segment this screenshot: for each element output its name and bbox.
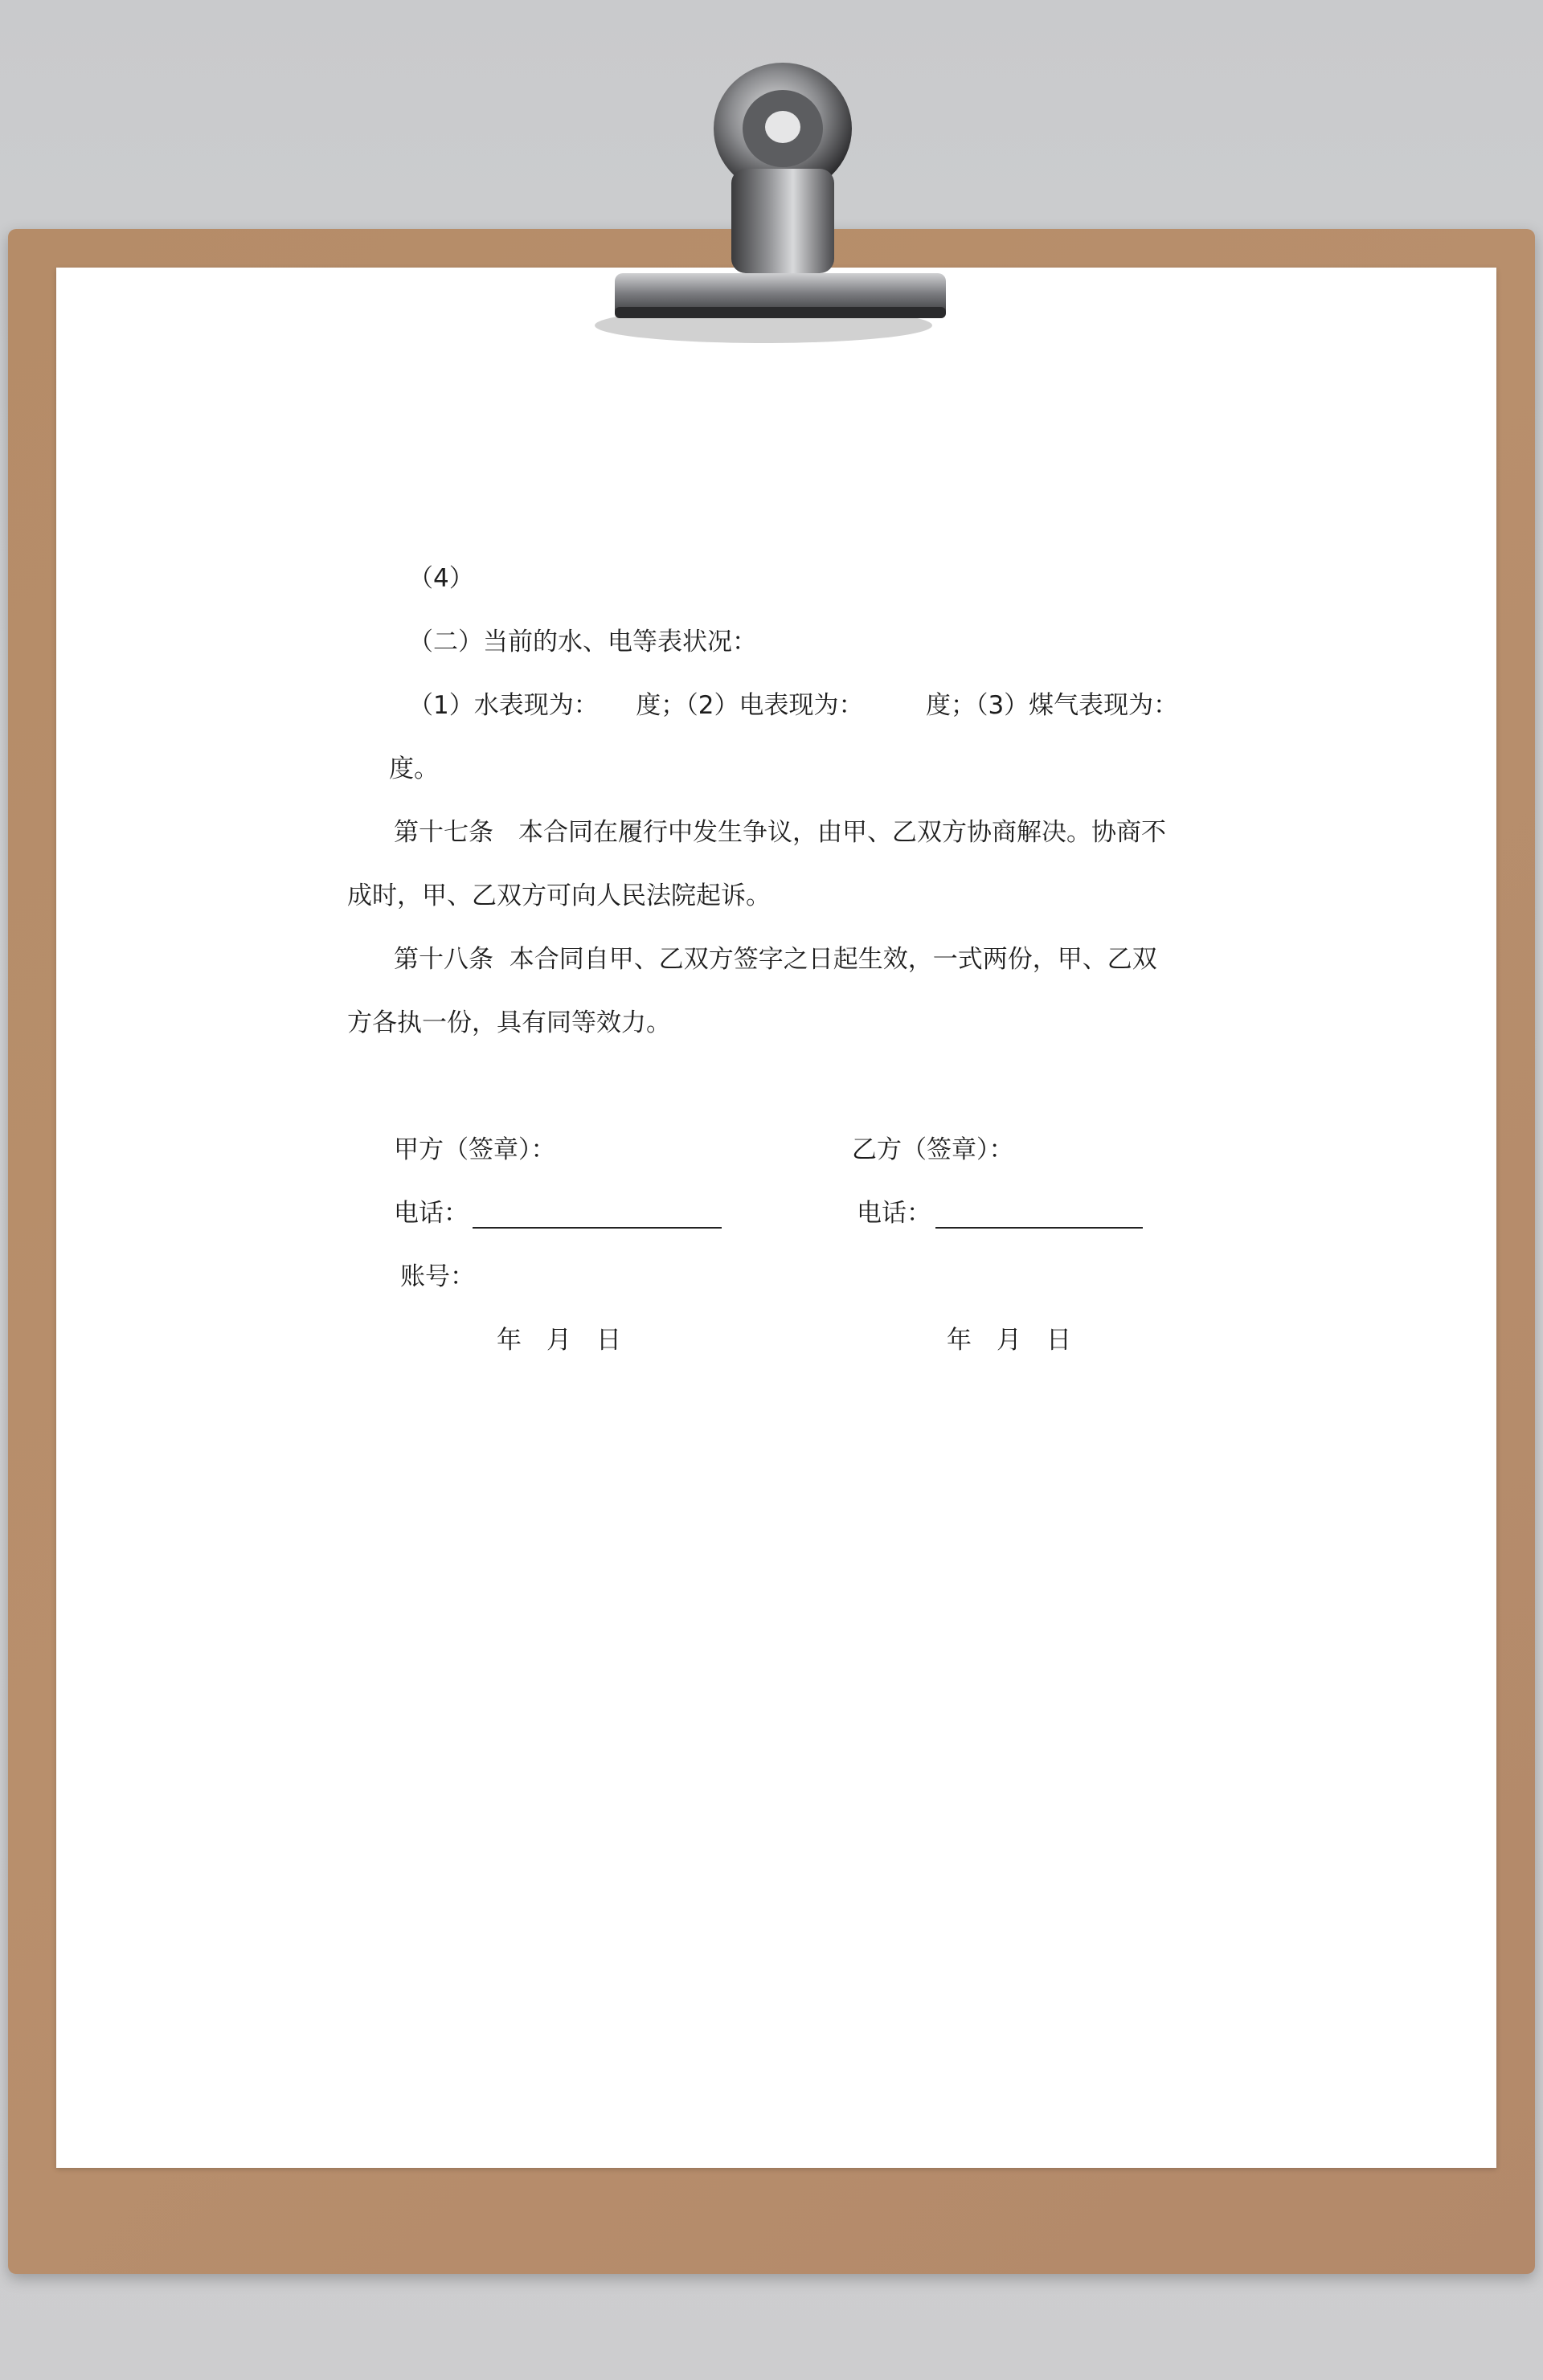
article-18-line-2: 方各执一份，具有同等效力。 bbox=[347, 1008, 671, 1037]
document-page bbox=[56, 268, 1496, 2168]
article-17-line-1: 第十七条 本合同在履行中发生争议，由甲、乙双方协商解决。协商不 bbox=[394, 818, 1166, 847]
party-b-signature-label: 乙方（签章）： bbox=[852, 1135, 1014, 1164]
account-label: 账号： bbox=[400, 1262, 475, 1291]
meter-readings-line: （1）水表现为： 度；（2）电表现为： 度；（3）煤气表现为： bbox=[408, 691, 1179, 720]
party-b-phone-blank bbox=[935, 1227, 1143, 1229]
meter-status-heading: （二）当前的水、电等表状况： bbox=[408, 628, 757, 656]
article-18-line-1: 第十八条 本合同自甲、乙双方签字之日起生效，一式两份，甲、乙双 bbox=[394, 945, 1157, 974]
meter-readings-line-end: 度。 bbox=[389, 754, 439, 783]
article-17-line-2: 成时，甲、乙双方可向人民法院起诉。 bbox=[347, 881, 771, 910]
party-a-phone-blank bbox=[473, 1227, 722, 1229]
party-a-signature-label: 甲方（签章）： bbox=[394, 1135, 556, 1164]
party-b-date: 年 月 日 bbox=[947, 1326, 1071, 1355]
party-b-phone-label: 电话： bbox=[857, 1199, 931, 1228]
party-a-phone-label: 电话： bbox=[394, 1199, 469, 1228]
party-a-date: 年 月 日 bbox=[497, 1326, 621, 1355]
binder-clip-icon bbox=[579, 48, 948, 362]
list-item-4: （4） bbox=[408, 564, 474, 593]
